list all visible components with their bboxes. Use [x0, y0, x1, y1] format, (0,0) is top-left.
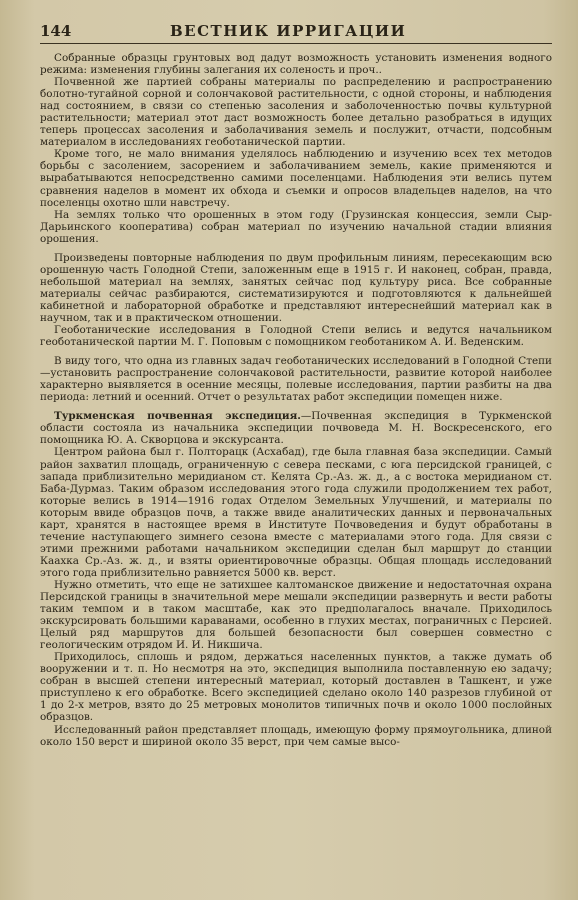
section-lead: Туркменская почвенная экспедиция. — [54, 410, 301, 423]
paragraph-text: Нужно отметить, что еще не затихшее калтоманское движение и недостаточная охрана Персидской границы в значительной мере мешали экспедиции развернуть и вести работы таким темпом и в таком масштабе, как это предполагалось вначале. Приходилось экскурсировать большими караванами, особенно в глухих местах, пограничных с Персией. Целый ряд маршрутов для большей безопасности был совершен совместно с геологическим отрядом И. И. Никшича. — [40, 578, 552, 652]
paragraph-text: Исследованный район представляет площадь, имеющую форму прямоугольника, длиной около 150 верст и шириной около 35 верст, при чем самые высо- — [40, 723, 552, 748]
paragraph-text: —Почвенная экспедиция в Туркменской области состояла из начальника экспедиции почвоведа М. Н. Воскресенского, его помощника Ю. А. Скворцова и экскурсанта. — [40, 410, 552, 447]
paragraph-text: Центром района был г. Полторацк (Асхабад), где была главная база экспедиции. Самый район захватил площадь, ограниченную с севера песками, с юга персидской границей, с запада приблизительно меридианом ст. Келята Ср.-Аз. ж. д., а с востока меридианом ст. Баба-Дурмаз. Таким образом исследования этого года служили продолжением тех работ, которые велись в 1914—1916 годах Отделом Земельных Улучшений, и материалы по которым ввиде образцов почв, а также ввиде аналитических данных и первоначальных карт, хранятся в настоящее время в Институте Почвоведения и будут обработаны в течение наступающего зимнего сезона вместе с материалами этого года. Для связи с этими прежними работами начальником экспедиции сделан был маршрут до станции Каахка Ср.-Аз. ж. д., и взяты ориентировочные образцы. Общая площадь исследований этого года приблизительно равняется 5000 кв. верст. — [40, 446, 552, 579]
paragraph — [40, 355, 552, 403]
body-text — [40, 52, 552, 748]
paragraph — [40, 446, 552, 579]
page-header — [40, 22, 552, 44]
page-number: 144 — [40, 22, 72, 40]
paragraph-text: Собранные образцы грунтовых вод дадут возможность установить изменения водного режима: изменения глубины залегания их соленость и проч.. — [40, 52, 552, 77]
paragraph-text: Произведены повторные наблюдения по двум профильным линиям, пересекающим всю орошенную часть Голодной Степи, заложенным еще в 1915 г. И наконец, собран, правда, небольшой материал на землях, занятых сейчас под культуру риса. Все собранные материалы сейчас разбираются, систематизируются и подготовляются к дальнейшей кабинетной и лабораторной обработке и представляют интереснейший материал как в научном, так и в практическом отношении. — [40, 251, 552, 324]
paragraph — [40, 724, 552, 748]
paragraph — [40, 52, 552, 76]
paragraph — [40, 209, 552, 245]
paragraph-text: Приходилось, сплошь и рядом, держаться населенных пунктов, а также думать об вооружении и т. п. Но несмотря на это, экспедиция выполнила поставленную ею задачу; собран в высшей степени интересный материал, который доставлен в Ташкент, и уже приступлено к его обработке. Всего экспедицией сделано около 140 разрезов глубиной от 1 до 2-х метров, взято до 25 метровых монолитов типичных почв и около 1000 послойных образцов. — [40, 651, 552, 724]
journal-title: ВЕСТНИК ИРРИГАЦИИ — [170, 22, 407, 40]
paragraph-text: В виду того, что одна из главных задач геоботанических исследований в Голодной Степи—установить распространение солончаковой растительности, развитие которой наиболее характерно выявляется в осенние месяцы, полевые исследования, партии разбиты на два периода: летний и осенний. Отчет о результатах работ экспедиции помещен ниже. — [40, 355, 552, 404]
paragraph-text: На землях только что орошенных в этом году (Грузинская концессия, земли Сыр-Дарьинского кооператива) собран материал по изучению начальной стадии влияния орошения. — [40, 208, 552, 245]
paragraph-text: Геоботанические исследования в Голодной Степи велись и ведутся начальником геоботанической партии М. Г. Поповым с помощником геоботаником А. И. Веденским. — [40, 324, 552, 349]
paragraph-text: Почвенной же партией собраны материалы по распределению и распространению болотно-тугайной сорной и солончаковой растительности, с одной стороны, и наблюдения над состоянием, в связи со степенью засоления и заболоченностью почвы культурной растительности; материал этот даст возможность более детально разобраться в идущих теперь процессах засоления и заболачивания земель и послужит, отчасти, подсобным материалом в исследованиях геоботанической партии. — [40, 76, 552, 149]
paragraph — [40, 410, 552, 446]
paragraph — [40, 148, 552, 208]
paragraph — [40, 651, 552, 723]
paragraph — [40, 324, 552, 348]
paragraph-text: Кроме того, не мало внимания уделялось наблюдению и изучению всех тех методов борьбы с засолением, засорением и заболачиванием земель, какие применяются и вырабатываются непосредственно самими поселенцами. Наблюдения эти велись путем сравнения наделов в момент их обхода и съемки и опросов владельцев наделов, на что поселенцы охотно шли навстречу. — [40, 148, 552, 209]
paragraph — [40, 579, 552, 651]
paragraph — [40, 252, 552, 324]
paragraph — [40, 76, 552, 148]
